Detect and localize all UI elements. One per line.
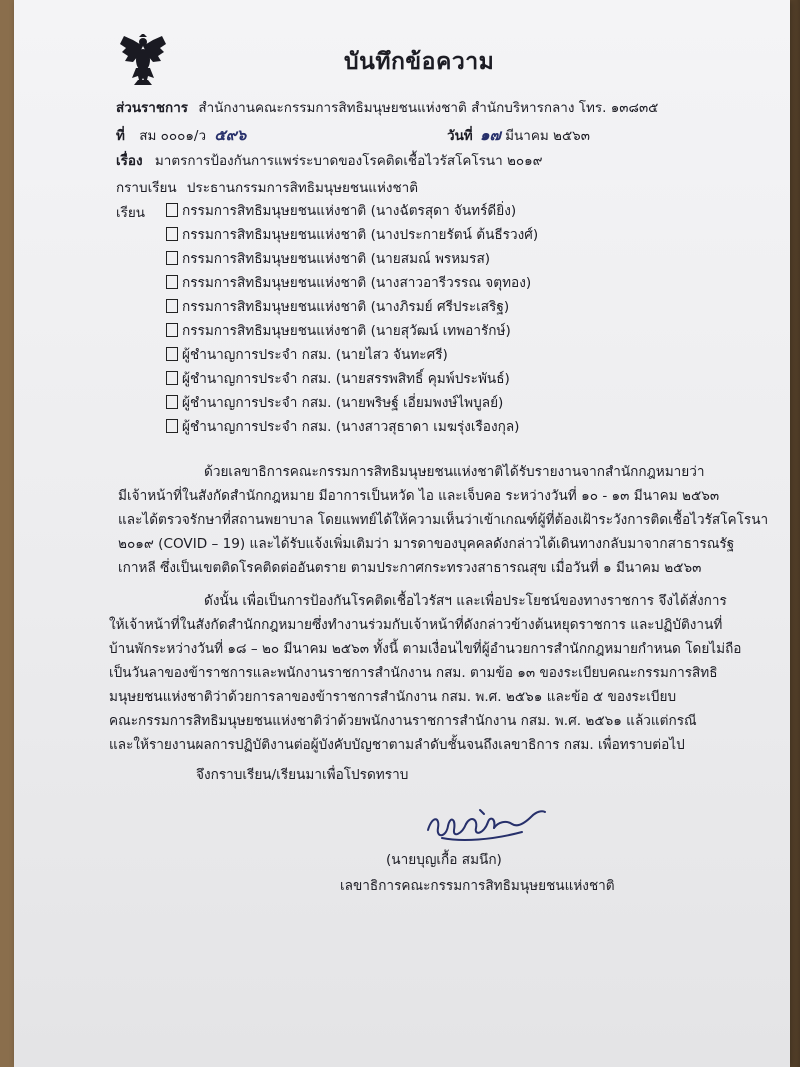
signer-name: (นายบุญเกื้อ สมนึก) [386, 852, 502, 868]
paragraph-2-line: มนุษยชนแห่งชาติว่าด้วยการลาของข้าราชการสำนักงาน กสม. พ.ศ. ๒๕๖๑ และข้อ ๕ ของระเบียบ [109, 689, 677, 705]
reference-number-handwritten: ๕๙๖ [214, 126, 247, 144]
cc-label: เรียน [116, 205, 146, 221]
checkbox-icon [166, 227, 178, 241]
paragraph-2-line: คณะกรรมการสิทธิมนุษยชนแห่งชาติว่าด้วยพนักงานราชการสำนักงาน กสม. พ.ศ. ๒๕๖๑ แล้วแต่กรณี [109, 713, 697, 729]
memo-title: บันทึกข้อความ [344, 49, 495, 75]
recipient-item: ผู้ชำนาญการประจำ กสม. (นางสาวสุธาดา เมฆรุ่งเรืองกุล) [166, 415, 519, 437]
closing-line: จึงกราบเรียน/เรียนมาเพื่อโปรดทราบ [196, 767, 409, 783]
checkbox-icon [166, 251, 178, 265]
paragraph-2-line: ให้เจ้าหน้าที่ในสังกัดสำนักกฎหมายซึ่งทำงานร่วมกับเจ้าหน้าที่ดังกล่าวข้างต้นหยุดราชการ และปฏิบัติงานที่ [109, 617, 723, 633]
department-label: ส่วนราชการ [116, 100, 189, 116]
checkbox-icon [166, 371, 178, 385]
paragraph-2-line: บ้านพักระหว่างวันที่ ๑๘ – ๒๐ มีนาคม ๒๕๖๓ ทั้งนี้ ตามเงื่อนไขที่ผู้อำนวยการสำนักกฎหมายกำหนด โดยไม่ถือ [109, 641, 742, 657]
recipient-item: กรรมการสิทธิมนุษยชนแห่งชาติ (นายสมณ์ พรหมรส) [166, 247, 490, 269]
subject-value: มาตรการป้องกันการแพร่ระบาดของโรคติดเชื้อไวรัสโคโรนา ๒๐๑๙ [154, 153, 543, 169]
paragraph-1-line: ด้วยเลขาธิการคณะกรรมการสิทธิมนุษยชนแห่งชาติได้รับรายงานจากสำนักกฎหมายว่า [204, 464, 705, 480]
checkbox-icon [166, 299, 178, 313]
department-row [116, 96, 658, 118]
checkbox-icon [166, 347, 178, 361]
signer-position: เลขาธิการคณะกรรมการสิทธิมนุษยชนแห่งชาติ [340, 878, 615, 894]
checkbox-icon [166, 203, 178, 217]
checkbox-icon [166, 419, 178, 433]
recipient-item: กรรมการสิทธิมนุษยชนแห่งชาติ (นายสุวัฒน์ เทพอารักษ์) [166, 319, 511, 341]
department-value: สำนักงานคณะกรรมการสิทธิมนุษยชนแห่งชาติ สำนักบริหารกลาง โทร. ๑๓๘๓๕ [198, 100, 659, 116]
date-row [447, 123, 590, 147]
recipient-item: ผู้ชำนาญการประจำ กสม. (นายพริษฐ์ เอี่ยมพงษ์ไพบูลย์) [166, 391, 503, 413]
recipient-item: กรรมการสิทธิมนุษยชนแห่งชาติ (นางภิรมย์ ศรีประเสริฐ) [166, 295, 509, 317]
recipient-item: กรรมการสิทธิมนุษยชนแห่งชาติ (นางประกายรัตน์ ต้นธีรวงศ์) [166, 223, 538, 245]
memo-page [14, 0, 790, 1067]
reference-prefix: สม ๐๐๐๑/ว [139, 128, 207, 144]
date-day-handwritten: ๑๗ [480, 126, 501, 144]
paragraph-1-line: มีเจ้าหน้าที่ในสังกัดสำนักกฎหมาย มีอาการเป็นหวัด ไอ และเจ็บคอ ระหว่างวันที่ ๑๐ - ๑๓ มีนาคม ๒๕๖๓ [118, 488, 720, 504]
date-value: มีนาคม ๒๕๖๓ [505, 128, 590, 144]
checkbox-icon [166, 323, 178, 337]
paragraph-1-line: ๒๐๑๙ (COVID – 19) และได้รับแจ้งเพิ่มเติมว่า มารดาของบุคคลดังกล่าวได้เดินทางกลับมาจากสาธารณรัฐ [118, 536, 735, 552]
checkbox-icon [166, 275, 178, 289]
subject-label: เรื่อง [116, 153, 143, 169]
recipient-item: กรรมการสิทธิมนุษยชนแห่งชาติ (นางสาวอารีวรรณ จตุทอง) [166, 271, 531, 293]
recipient-item: ผู้ชำนาญการประจำ กสม. (นายสรรพสิทธิ์ คุมพ์ประพันธ์) [166, 367, 510, 389]
subject-row [116, 149, 543, 171]
paragraph-1-line: และได้ตรวจรักษาที่สถานพยาบาล โดยแพทย์ได้ให้ความเห็นว่าเข้าเกณฑ์ผู้ที่ต้องเฝ้าระวังการติดเชื้อไวรัสโคโรนา [118, 512, 769, 528]
signature-mark [422, 804, 547, 849]
paragraph-2-line: เป็นวันลาของข้าราชการและพนักงานราชการสำนักงาน กสม. ตามข้อ ๑๓ ของระเบียบคณะกรรมการสิทธิ [109, 665, 718, 681]
recipient-item: ผู้ชำนาญการประจำ กสม. (นายไสว จันทะศรี) [166, 343, 448, 365]
addressee-value: ประธานกรรมการสิทธิมนุษยชนแห่งชาติ [186, 180, 418, 196]
reference-row [116, 123, 246, 147]
paragraph-1-line: เกาหลี ซึ่งเป็นเขตติดโรคติดต่ออันตราย ตามประกาศกระทรวงสาธารณสุข เมื่อวันที่ ๑ มีนาคม ๒๕๖๓ [118, 560, 702, 576]
garuda-emblem-icon [118, 34, 168, 86]
addressee-label: กราบเรียน [116, 180, 177, 196]
recipient-item: กรรมการสิทธิมนุษยชนแห่งชาติ (นางฉัตรสุดา จันทร์ดียิ่ง) [166, 199, 516, 221]
checkbox-icon [166, 395, 178, 409]
date-label: วันที่ [447, 128, 473, 144]
paragraph-2-line: และให้รายงานผลการปฏิบัติงานต่อผู้บังคับบัญชาตามลำดับชั้นจนถึงเลขาธิการ กสม. เพื่อทราบต่อไป [109, 737, 685, 753]
paragraph-2-line: ดังนั้น เพื่อเป็นการป้องกันโรคติดเชื้อไวรัสฯ และเพื่อประโยชน์ของทางราชการ จึงได้สั่งการ [204, 593, 727, 609]
reference-label: ที่ [116, 128, 125, 144]
addressee-row [116, 176, 418, 198]
